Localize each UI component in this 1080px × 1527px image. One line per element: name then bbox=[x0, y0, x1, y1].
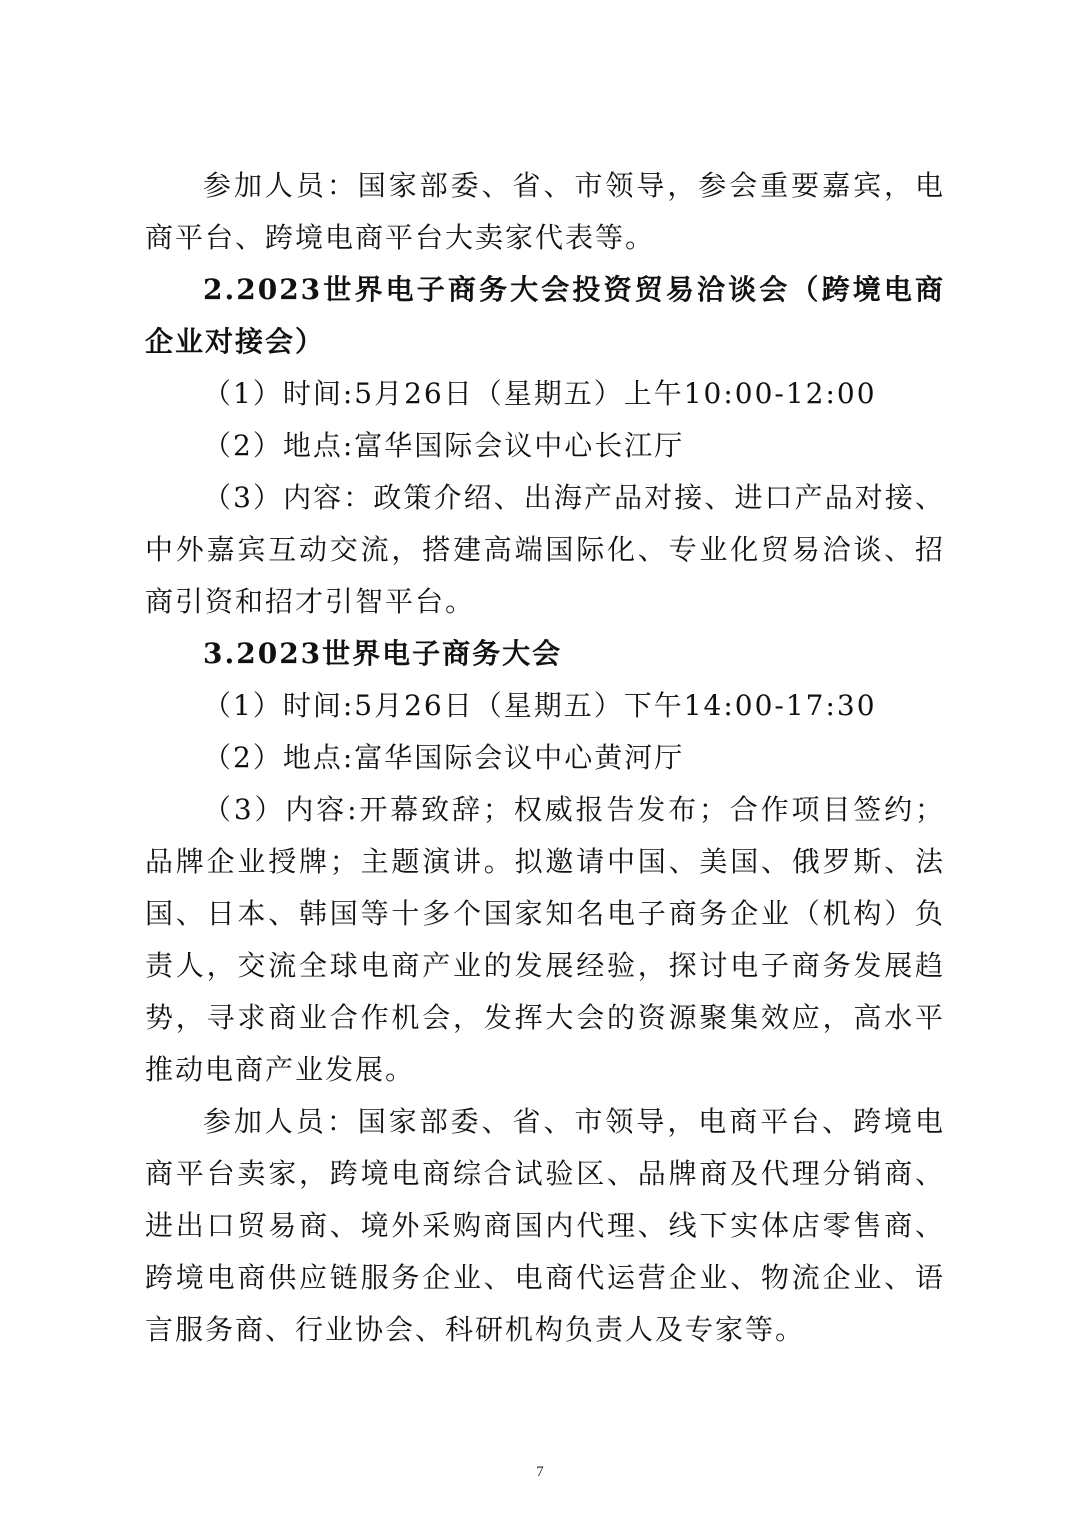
trade-fair-content: （3）内容：政策介绍、出海产品对接、进口产品对接、中外嘉宾互动交流，搭建高端国际化、专业化贸易洽谈、招商引资和招才引智平台。 bbox=[145, 481, 945, 618]
section-heading-ecommerce-conference: 3.2023世界电子商务大会 bbox=[203, 637, 563, 670]
page-number: 7 bbox=[536, 1464, 544, 1480]
document-body bbox=[145, 160, 945, 1356]
attendees-paragraph-1: 参加人员：国家部委、省、市领导，参会重要嘉宾，电商平台、跨境电商平台大卖家代表等。 bbox=[145, 169, 945, 254]
conference-time: （1）时间:5月26日（星期五）下午14:00-17:30 bbox=[203, 689, 877, 722]
conference-location: （2）地点:富华国际会议中心黄河厅 bbox=[203, 741, 685, 774]
conference-content: （3）内容:开幕致辞；权威报告发布；合作项目签约；品牌企业授牌；主题演讲。拟邀请中国、美国、俄罗斯、法国、日本、韩国等十多个国家知名电子商务企业（机构）负责人，交流全球电商产业的发展经验，探讨电子商务发展趋势，寻求商业合作机会，发挥大会的资源聚集效应，高水平推动电商产业发展。 bbox=[145, 793, 945, 1086]
trade-fair-location: （2）地点:富华国际会议中心长江厅 bbox=[203, 429, 685, 462]
trade-fair-time: （1）时间:5月26日（星期五）上午10:00-12:00 bbox=[203, 377, 877, 410]
attendees-paragraph-2: 参加人员：国家部委、省、市领导，电商平台、跨境电商平台卖家，跨境电商综合试验区、品牌商及代理分销商、进出口贸易商、境外采购商国内代理、线下实体店零售商、跨境电商供应链服务企业、电商代运营企业、物流企业、语言服务商、行业协会、科研机构负责人及专家等。 bbox=[145, 1105, 945, 1346]
section-heading-investment-trade-fair: 2.2023世界电子商务大会投资贸易洽谈会（跨境电商企业对接会） bbox=[145, 273, 945, 358]
